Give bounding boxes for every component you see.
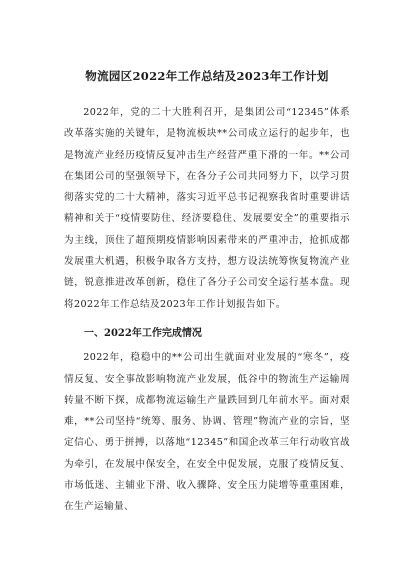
intro-paragraph: 2022年，党的二十大胜利召开，是集团公司“12345”体系改革落实施的关键年，是物流板块**公司成立运行的起步年，也是物流产业经历疫情反复冲击生产经营严重下滑的一年。**公司在集团公司的坚强领导下，在各分子公司共同努力下，以学习贯彻落实党的二十大精神，落实习近平总书记视察我省时重要讲话精神和关于“疫情要防住、经济要稳住、发展要安全”的重要指示为主线，顶住了超预期疫情影响因素带来的严重冲击，抢抓成都发展重大机遇，积极争取各方支持，想方设法统筹恢复物流产业链，锐意推进改革创新，稳住了各分子公司安全运行基本盘。现将2022年工作总结及2023年工作计划报告如下。	[64, 107, 350, 310]
document-title: 物流园区2022年工作总结及2023年工作计划	[85, 69, 329, 83]
section-paragraph: 2022年，稳稳中的**公司出生就面对业发展的“寒冬”，疫情反复、安全事故影响物流产业发展，低谷中的物流生产运输周转量不断下探，成都物流运输生产量跌回到几年前水平。面对艰难，**公司坚持“统筹、服务、协调、管理”物流产业的宗旨，坚定信心、勇于拼搏，以落地“12345”和国企改革三年行动收官战为牵引，在发展中保安全，在安全中促发展，克服了疫情反复、市场低迷、主辅业下滑、收入骤降、安全压力陡增等重重困难，在生产运输量、	[64, 352, 350, 513]
section-heading: 一、2022年工作完成情况	[84, 327, 202, 339]
